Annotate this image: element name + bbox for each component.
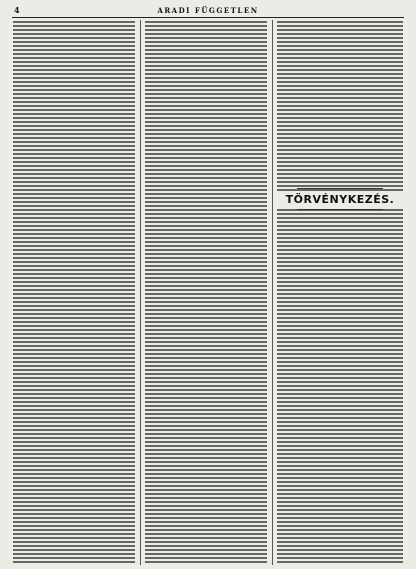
page-number: 4 [14, 5, 20, 15]
page-header [14, 3, 402, 17]
section-heading: TÖRVÉNYKEZÉS. [285, 193, 395, 206]
section-rule-top [297, 188, 383, 189]
column-divider [140, 20, 141, 565]
column-divider [272, 20, 273, 565]
masthead: ARADI FÜGGETLEN [157, 5, 259, 15]
header-rule [12, 17, 404, 18]
text-column-2 [145, 21, 267, 564]
text-column-1 [13, 21, 135, 564]
section-rule-bottom [297, 209, 383, 210]
text-column-3 [277, 21, 403, 564]
